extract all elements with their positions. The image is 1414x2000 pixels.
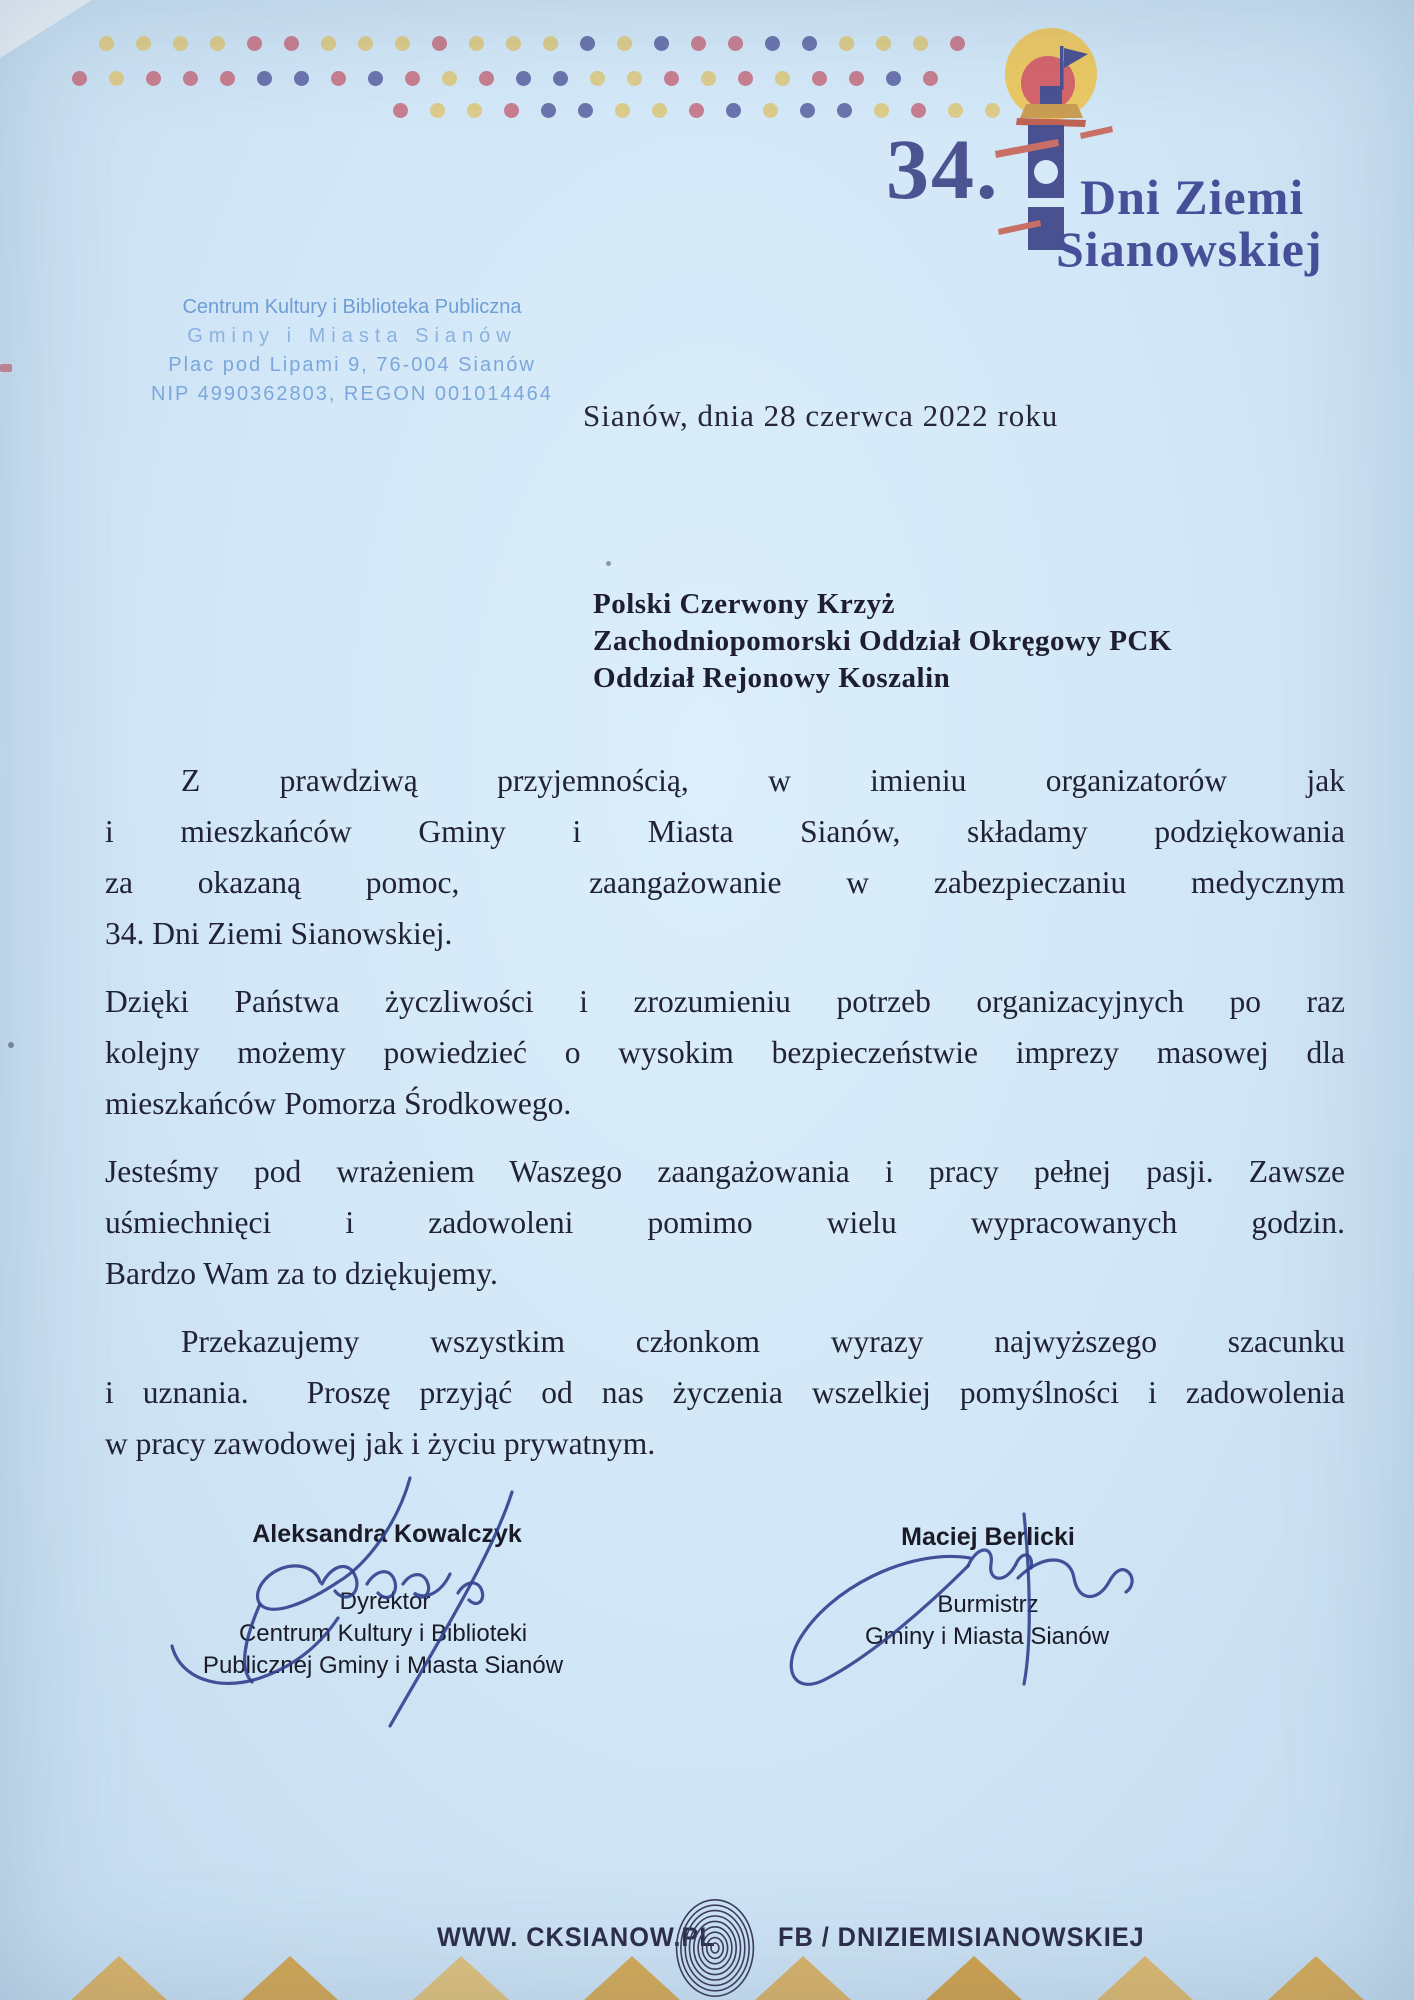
border-triangle bbox=[71, 1956, 167, 2000]
body-line: kolejny możemy powiedzieć o wysokim bezpieczeństwie imprezy masowej dla bbox=[105, 1035, 1345, 1070]
logo-title-line2: Sianowskiej bbox=[1056, 221, 1323, 277]
letterhead-dot bbox=[627, 71, 642, 86]
letterhead-dot bbox=[543, 36, 558, 51]
letterhead-dot bbox=[615, 103, 630, 118]
letterhead-dot bbox=[99, 36, 114, 51]
letterhead-dot bbox=[800, 103, 815, 118]
footer-website: WWW. CKSIANOW.PL bbox=[437, 1922, 716, 1952]
letterhead-dot bbox=[876, 36, 891, 51]
letterhead-dot bbox=[738, 71, 753, 86]
letterhead-dot bbox=[765, 36, 780, 51]
letterhead-dot bbox=[590, 71, 605, 86]
body-line: Przekazujemy wszystkim członkom wyrazy najwyższego szacunku bbox=[181, 1324, 1345, 1359]
signatory-org-left: Publicznej Gminy i Miasta Sianów bbox=[202, 1652, 564, 1679]
scan-speck bbox=[606, 561, 611, 566]
scan-corner-artifact bbox=[0, 0, 92, 58]
letterhead-dot bbox=[442, 71, 457, 86]
signatory-org-left: Centrum Kultury i Biblioteki bbox=[238, 1620, 528, 1647]
letterhead-dot bbox=[368, 71, 383, 86]
letterhead-dot bbox=[220, 71, 235, 86]
letterhead-dot bbox=[802, 36, 817, 51]
border-triangle bbox=[755, 1956, 851, 2000]
letterhead-dot bbox=[430, 103, 445, 118]
recipient-line: Zachodniopomorski Oddział Okręgowy PCK bbox=[593, 625, 1172, 657]
letterhead-dot bbox=[146, 71, 161, 86]
border-triangle bbox=[584, 1956, 680, 2000]
letterhead-dot bbox=[726, 103, 741, 118]
letterhead-dot bbox=[580, 36, 595, 51]
letterhead-dot bbox=[701, 71, 716, 86]
body-line: za okazaną pomoc, zaangażowanie w zabezpieczaniu medycznym bbox=[105, 865, 1345, 900]
body-paragraph bbox=[105, 1316, 1345, 1469]
border-triangle bbox=[926, 1956, 1022, 2000]
body-line: w pracy zawodowej jak i życiu prywatnym. bbox=[105, 1426, 656, 1461]
body-line: Z prawdziwą przyjemnością, w imieniu organizatorów jak bbox=[181, 763, 1345, 798]
letterhead-dot bbox=[652, 103, 667, 118]
footer-facebook: FB / DNIZIEMISIANOWSKIEJ bbox=[778, 1922, 1145, 1952]
letterhead-dot bbox=[469, 36, 484, 51]
letter-date: Sianów, dnia 28 czerwca 2022 roku bbox=[583, 398, 1059, 433]
letterhead-dot bbox=[516, 71, 531, 86]
body-paragraph bbox=[105, 755, 1345, 959]
handwritten-signature-right bbox=[760, 1470, 1180, 1730]
letterhead-dot bbox=[874, 103, 889, 118]
letterhead-dot bbox=[72, 71, 87, 86]
letterhead-dot bbox=[183, 71, 198, 86]
letterhead-dot bbox=[506, 36, 521, 51]
letterhead-dot bbox=[654, 36, 669, 51]
letterhead-dot bbox=[763, 103, 778, 118]
scan-speck bbox=[0, 364, 12, 372]
letterhead-dot bbox=[664, 71, 679, 86]
signatory-role-left: Dyrektor bbox=[339, 1588, 431, 1615]
letterhead-dot bbox=[136, 36, 151, 51]
stamp-line: Gminy i Miasta Sianów bbox=[187, 325, 517, 347]
letterhead-dot bbox=[886, 71, 901, 86]
body-line: i mieszkańców Gminy i Miasta Sianów, składamy podziękowania bbox=[105, 814, 1345, 849]
border-triangle bbox=[413, 1956, 509, 2000]
handwritten-signature-left bbox=[160, 1460, 560, 1740]
letterhead-dot bbox=[911, 103, 926, 118]
letterhead-dot bbox=[284, 36, 299, 51]
letterhead-dot bbox=[432, 36, 447, 51]
letterhead-dot bbox=[689, 103, 704, 118]
body-line: Bardzo Wam za to dziękujemy. bbox=[105, 1256, 498, 1291]
letterhead-dot bbox=[294, 71, 309, 86]
letterhead-dot bbox=[578, 103, 593, 118]
body-line: Jesteśmy pod wrażeniem Waszego zaangażowania i pracy pełnej pasji. Zawsze bbox=[105, 1154, 1345, 1189]
body-line: mieszkańców Pomorza Środkowego. bbox=[105, 1086, 572, 1121]
letterhead-dot bbox=[617, 36, 632, 51]
recipient-line: Polski Czerwony Krzyż bbox=[593, 588, 896, 620]
letterhead-dot bbox=[728, 36, 743, 51]
letterhead-dot bbox=[331, 71, 346, 86]
signatory-role-right: Burmistrz bbox=[937, 1591, 1039, 1618]
body-paragraph bbox=[105, 1146, 1345, 1299]
letterhead-dot bbox=[393, 103, 408, 118]
body-line: Dzięki Państwa życzliwości i zrozumieniu potrzeb organizacyjnych po raz bbox=[105, 984, 1345, 1019]
letterhead-dot bbox=[467, 103, 482, 118]
letterhead-dot bbox=[837, 103, 852, 118]
letterhead-dot bbox=[923, 71, 938, 86]
recipient-line: Oddział Rejonowy Koszalin bbox=[593, 662, 951, 694]
letterhead-dot bbox=[405, 71, 420, 86]
letterhead-dot bbox=[247, 36, 262, 51]
scan-speck bbox=[8, 1042, 14, 1048]
body-line: i uznania. Proszę przyjąć od nas życzenia wszelkiej pomyślności i zadowolenia bbox=[105, 1375, 1345, 1410]
letterhead-dot bbox=[257, 71, 272, 86]
signatory-org-right: Gminy i Miasta Sianów bbox=[864, 1623, 1110, 1650]
logo-title-line1: Dni Ziemi bbox=[1080, 169, 1305, 225]
letterhead-dot bbox=[358, 36, 373, 51]
border-triangle bbox=[1268, 1956, 1364, 2000]
logo-edition-number: 34. bbox=[886, 121, 1000, 217]
letterhead-dot bbox=[479, 71, 494, 86]
body-line: uśmiechnięci i zadowoleni pomimo wielu wypracowanych godzin. bbox=[105, 1205, 1345, 1240]
letter-body bbox=[105, 755, 1345, 1486]
letterhead-dot bbox=[553, 71, 568, 86]
letterhead-dot bbox=[913, 36, 928, 51]
letterhead-dot bbox=[775, 71, 790, 86]
stamp-line: Centrum Kultury i Biblioteka Publiczna bbox=[182, 296, 522, 318]
border-triangle bbox=[242, 1956, 338, 2000]
body-line: 34. Dni Ziemi Sianowskiej. bbox=[105, 916, 453, 951]
signatory-name-right: Maciej Berlicki bbox=[901, 1523, 1075, 1551]
letterhead-dot bbox=[109, 71, 124, 86]
letterhead-dot bbox=[210, 36, 225, 51]
stamp-line: Plac pod Lipami 9, 76-004 Sianów bbox=[168, 354, 536, 376]
letterhead-dot bbox=[691, 36, 706, 51]
recipient-block bbox=[593, 586, 1172, 697]
letterhead-dot bbox=[504, 103, 519, 118]
letterhead-dot bbox=[541, 103, 556, 118]
body-paragraph bbox=[105, 976, 1345, 1129]
letterhead-dot bbox=[812, 71, 827, 86]
letterhead-dot bbox=[839, 36, 854, 51]
letterhead-dot bbox=[173, 36, 188, 51]
signatory-name-left: Aleksandra Kowalczyk bbox=[252, 1520, 522, 1548]
stamp-line: NIP 4990362803, REGON 001014464 bbox=[151, 383, 553, 405]
letterhead-dot bbox=[321, 36, 336, 51]
letterhead-dot bbox=[395, 36, 410, 51]
letterhead-dot bbox=[849, 71, 864, 86]
institution-stamp bbox=[140, 293, 564, 409]
spiral-logo bbox=[670, 1895, 760, 2000]
border-triangle bbox=[1097, 1956, 1193, 2000]
